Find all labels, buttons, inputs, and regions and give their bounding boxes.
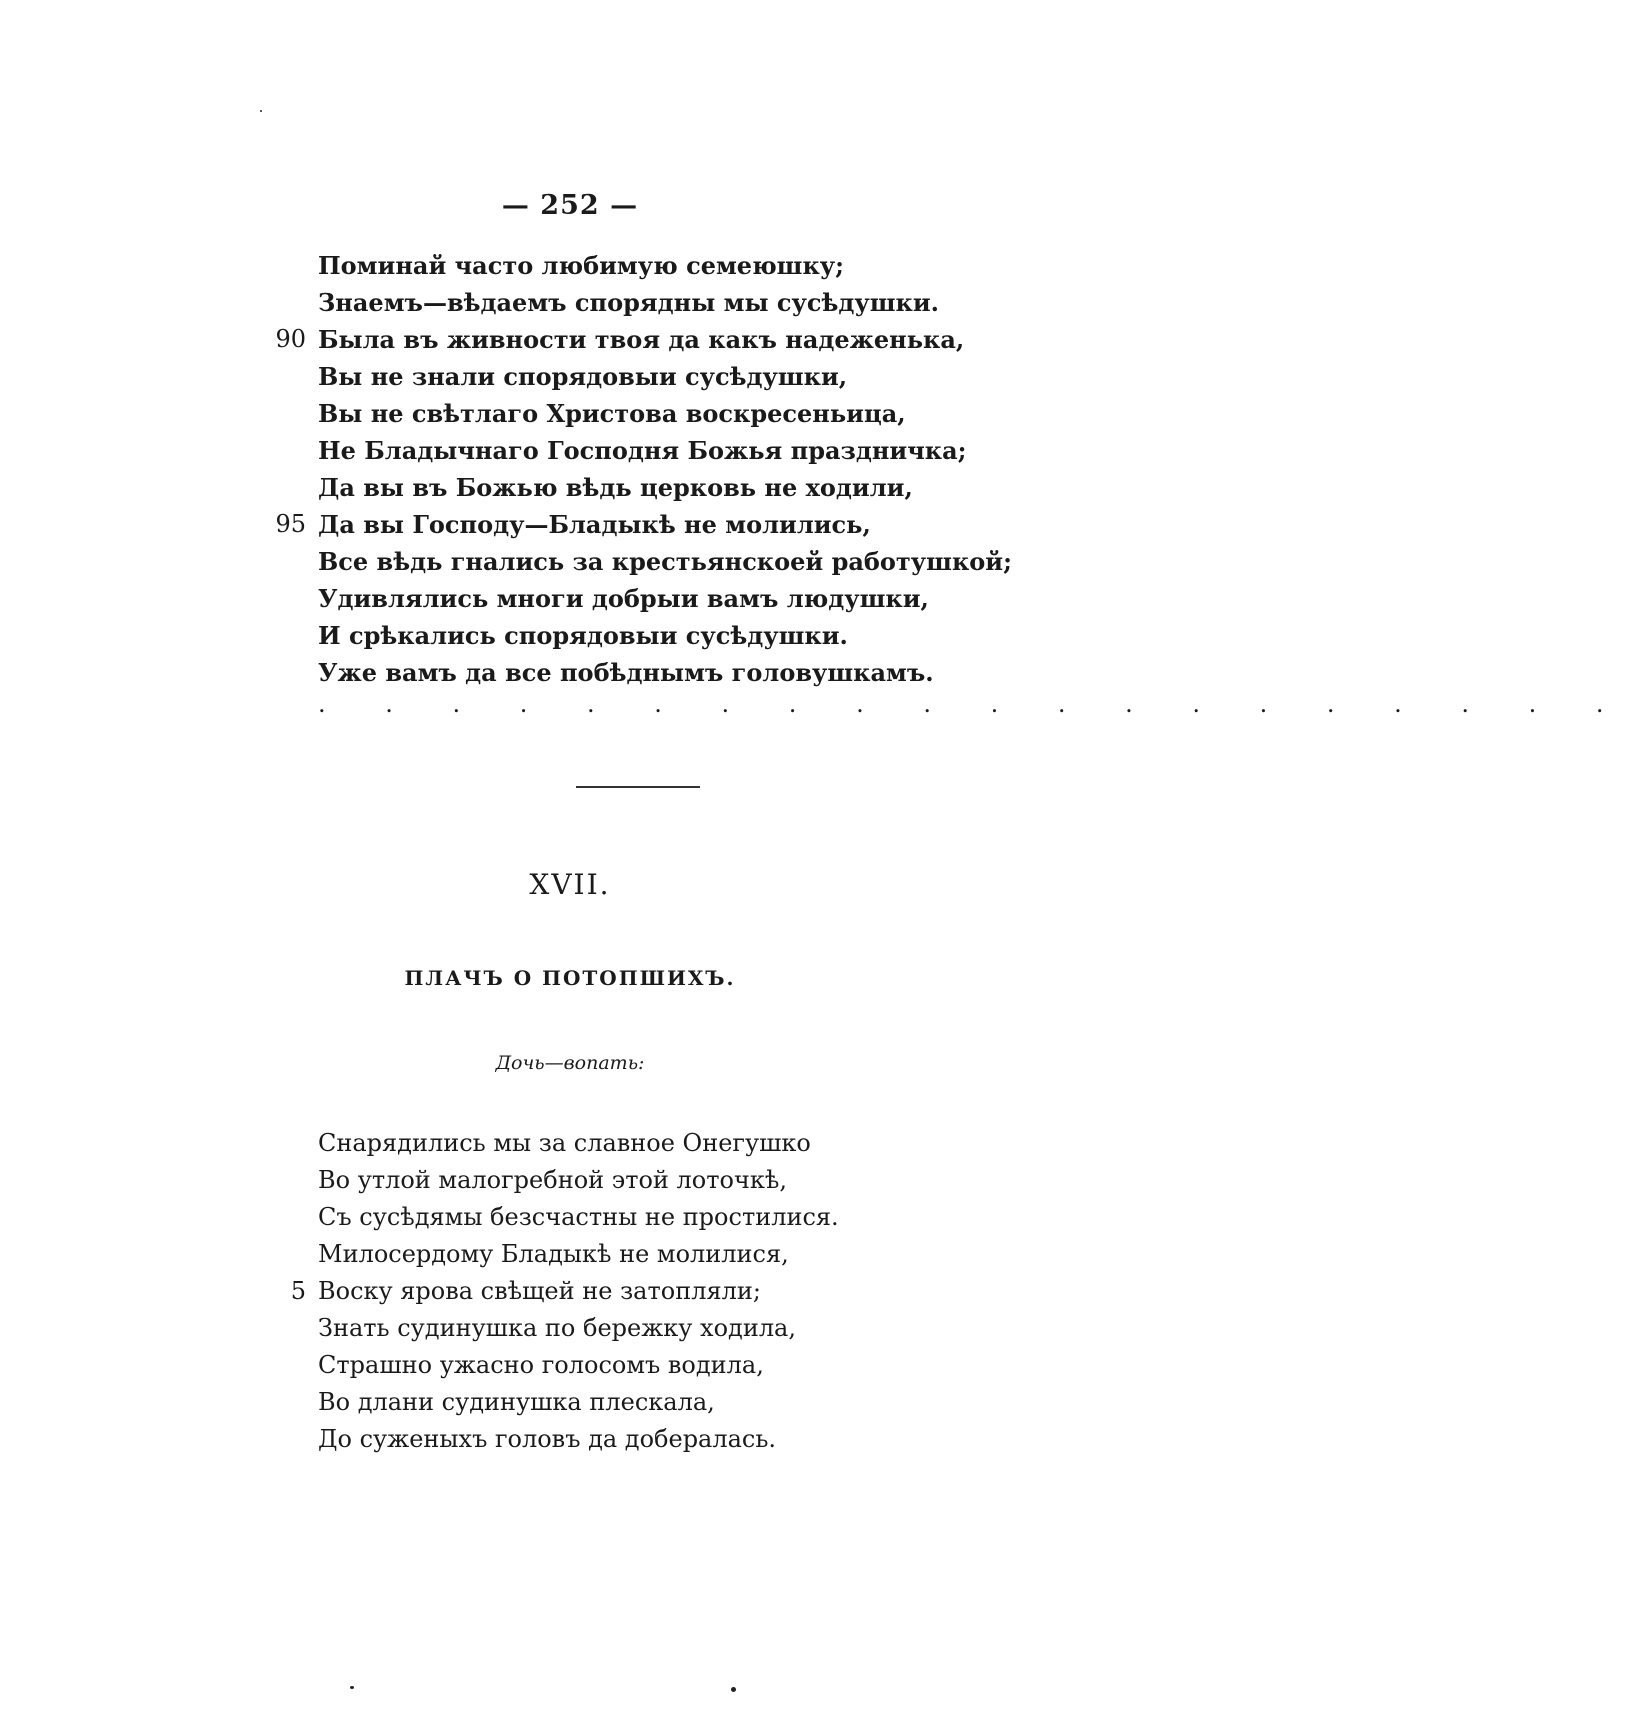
section-numeral: XVII. xyxy=(529,868,611,901)
verse-line xyxy=(318,1162,839,1199)
verse-text: Удивлялись многи добрыи вамъ людушки, xyxy=(318,584,929,613)
verse-text: Съ сусѣдямы безсчастны не простилися. xyxy=(318,1203,839,1231)
verse-line xyxy=(318,284,1012,321)
verse-line xyxy=(318,654,1012,691)
verse-text: Да вы Господу—Бладыкѣ не молились, xyxy=(318,510,871,539)
verse-text: Знаемъ—вѣдаемъ спорядны мы сусѣдушки. xyxy=(318,288,939,317)
verse-line xyxy=(275,506,1012,543)
verse-text: Была въ живности твоя да какъ надеженька, xyxy=(318,325,965,354)
section-subtitle: Дочь—вопать: xyxy=(495,1052,645,1074)
verse-text: Вы не свѣтлаго Христова воскресеньица, xyxy=(318,399,906,428)
verse-line xyxy=(318,1125,839,1162)
verse-text: Снарядились мы за славное Онегушко xyxy=(318,1129,811,1157)
verse-text: Милосердому Бладыкѣ не молилися, xyxy=(318,1240,789,1268)
verse-line xyxy=(318,543,1012,580)
verse-line xyxy=(318,617,1012,654)
verse-line xyxy=(318,469,1012,506)
line-number: 90 xyxy=(275,325,306,353)
verse-text: Страшно ужасно голосомъ водила, xyxy=(318,1351,764,1379)
verse-line xyxy=(318,432,1012,469)
verse-line xyxy=(290,1273,839,1310)
verse-line xyxy=(318,1199,839,1236)
verse-text: Все вѣдь гнались за крестьянскоей работушкой; xyxy=(318,547,1012,576)
line-number: 95 xyxy=(275,510,306,538)
verse-text: Во утлой малогребной этой лоточкѣ, xyxy=(318,1166,787,1194)
verse-text: Воску ярова свѣщей не затопляли; xyxy=(318,1277,761,1305)
verse-text: Вы не знали спорядовыи сусѣдушки, xyxy=(318,362,848,391)
verse-text: До суженыхъ головъ да добералась. xyxy=(318,1425,777,1453)
verse-text: Не Бладычнаго Господня Божья праздничка; xyxy=(318,436,967,465)
omission-dots: . . . . . . . . . . . . . . . . . . . . xyxy=(318,690,1630,718)
verse-text: Да вы въ Божью вѣдь церковь не ходили, xyxy=(318,473,913,502)
verse-line xyxy=(275,321,1012,358)
verse-line xyxy=(318,1310,839,1347)
verse-line xyxy=(318,1236,839,1273)
verse-text: Поминай часто любимую семеюшку; xyxy=(318,251,845,280)
verse-text: Знать судинушка по бережку ходила, xyxy=(318,1314,796,1342)
verse-line xyxy=(318,580,1012,617)
verse-line xyxy=(318,1421,839,1458)
scan-speck xyxy=(731,1687,736,1692)
section-divider xyxy=(576,786,700,788)
scan-speck xyxy=(260,110,262,112)
stanza-one xyxy=(275,247,1012,691)
verse-line xyxy=(318,395,1012,432)
page-number: — 252 — xyxy=(501,190,639,221)
verse-text: Во длани судинушка плескала, xyxy=(318,1388,715,1416)
verse-line xyxy=(318,1347,839,1384)
line-number: 5 xyxy=(290,1277,306,1305)
verse-line xyxy=(318,1384,839,1421)
verse-line xyxy=(318,247,1012,284)
stanza-two xyxy=(290,1125,839,1458)
scan-speck xyxy=(350,1686,354,1689)
verse-line xyxy=(318,358,1012,395)
verse-text: Уже вамъ да все побѣднымъ головушкамъ. xyxy=(318,658,934,687)
verse-text: И срѣкались спорядовыи сусѣдушки. xyxy=(318,621,848,650)
section-title: ПЛАЧЪ О ПОТОПШИХЪ. xyxy=(404,966,736,990)
